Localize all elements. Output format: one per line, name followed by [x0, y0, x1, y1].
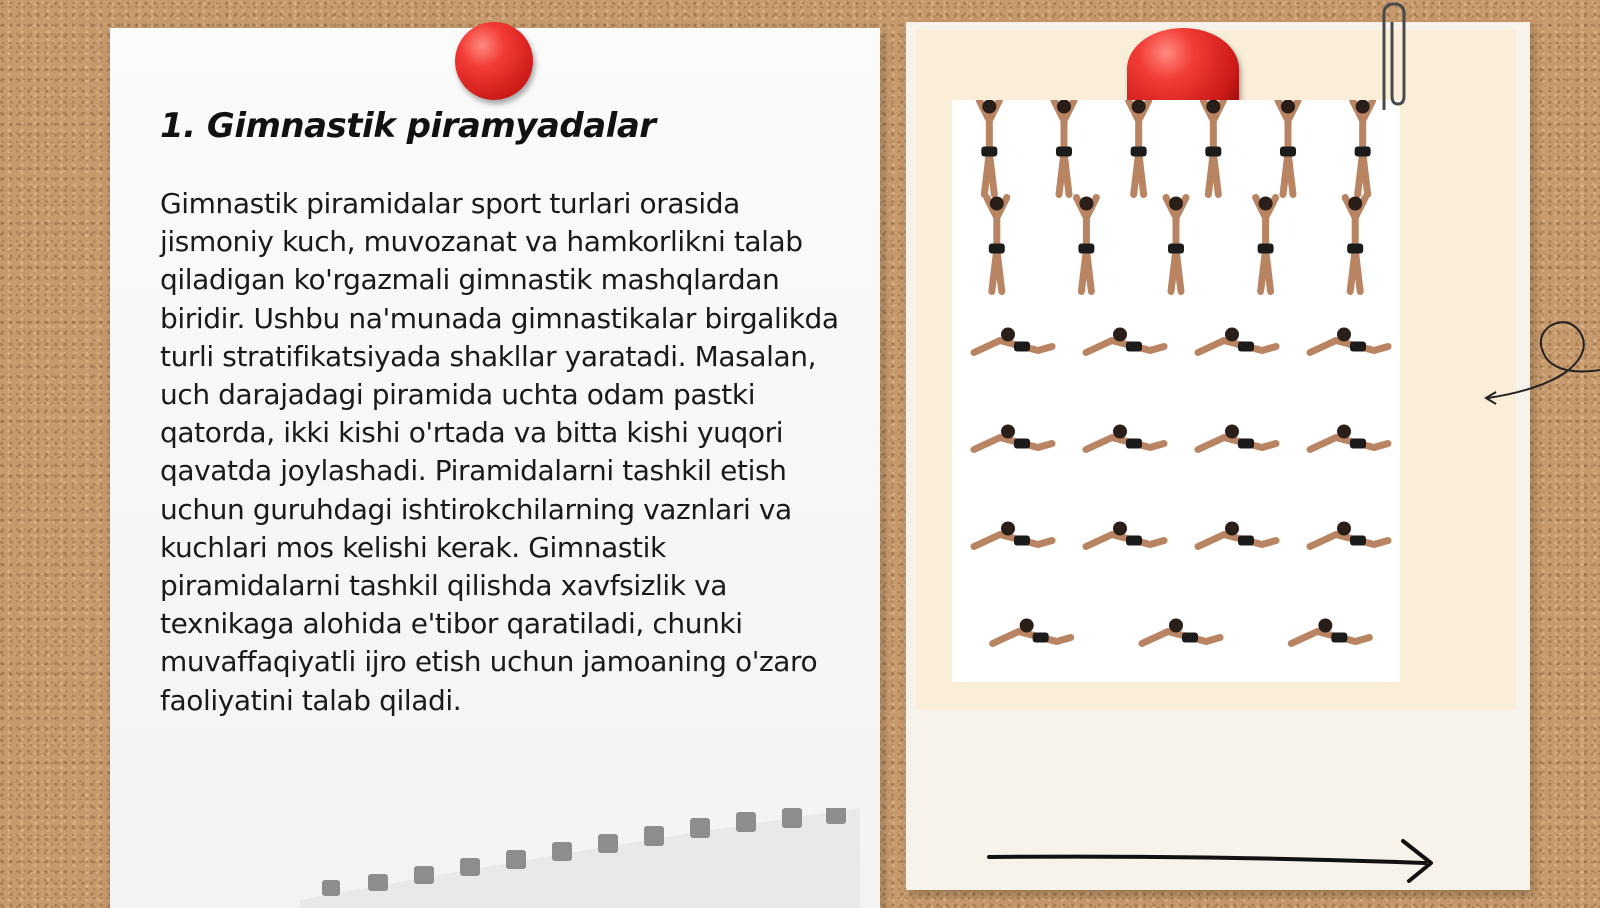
yoga-pose-figure: [974, 328, 1052, 353]
yoga-pose-figure: [1142, 619, 1220, 644]
yoga-poses-image: [952, 100, 1400, 682]
yoga-pose-figure: [1310, 522, 1388, 547]
yoga-pose-figure: [1291, 619, 1369, 644]
yoga-pose-figure: [1086, 522, 1164, 547]
yoga-pose-figure: [1310, 328, 1388, 353]
yoga-pose-figure: [1086, 328, 1164, 353]
yoga-pose-figure: [1198, 522, 1276, 547]
yoga-pose-figure: [1198, 328, 1276, 353]
yoga-pose-figure: [993, 619, 1071, 644]
yoga-pose-figure: [987, 197, 1007, 292]
red-pushpin-icon: [455, 22, 533, 100]
yoga-pose-figure: [1054, 100, 1074, 195]
red-pushpin-icon: [1127, 28, 1239, 110]
yoga-pose-figure: [1256, 197, 1276, 292]
yoga-pose-figure: [1086, 425, 1164, 450]
arrow-right-icon: [985, 835, 1450, 885]
yoga-pose-figure: [1166, 197, 1186, 292]
yoga-pose-figure: [974, 425, 1052, 450]
slide-body-text: Gimnastik piramidalar sport turlari orasida jismoniy kuch, muvozanat va hamkorlikni talab qiladigan ko'rgazmali gimnastik mashqlardan biridir. Ushbu na'munada gimnastikalar birgalikda turli stratifikatsiyada shakllar yaratadi. Masalan, uch darajadagi piramida uchta odam pastki qatorda, ikki kishi o'rtada va bitta kishi yuqori qavatda joylashadi. Piramidalarni tashkil etish uchun guruhdagi ishtirokchilarning vaznlari va kuchlari mos kelishi kerak. Gimnastik piramidalarni tashkil qilishda xavfsizlik va texnikaga alohida e'tibor qaratiladi, chunki muvaffaqiyatli ijro etish uchun jamoaning o'zaro faoliyatini talab qiladi.: [160, 187, 839, 717]
yoga-pose-figure: [1278, 100, 1298, 195]
yoga-pose-figure: [1310, 425, 1388, 450]
squiggle-arrow-doodle: [1480, 310, 1600, 410]
yoga-pose-figure: [1198, 425, 1276, 450]
yoga-pose-figure: [974, 522, 1052, 547]
yoga-pose-figure: [1129, 100, 1149, 195]
yoga-pose-figure: [1353, 100, 1373, 195]
slide-title: 1. Gimnastik piramyadalar: [160, 106, 656, 146]
torn-notebook-edge: [300, 808, 860, 908]
yoga-pose-figure: [1203, 100, 1223, 195]
paperclip-icon: [1372, 0, 1412, 120]
yoga-pose-figure: [979, 100, 999, 195]
yoga-pose-figure: [1076, 197, 1096, 292]
yoga-pose-figure: [1345, 197, 1365, 292]
